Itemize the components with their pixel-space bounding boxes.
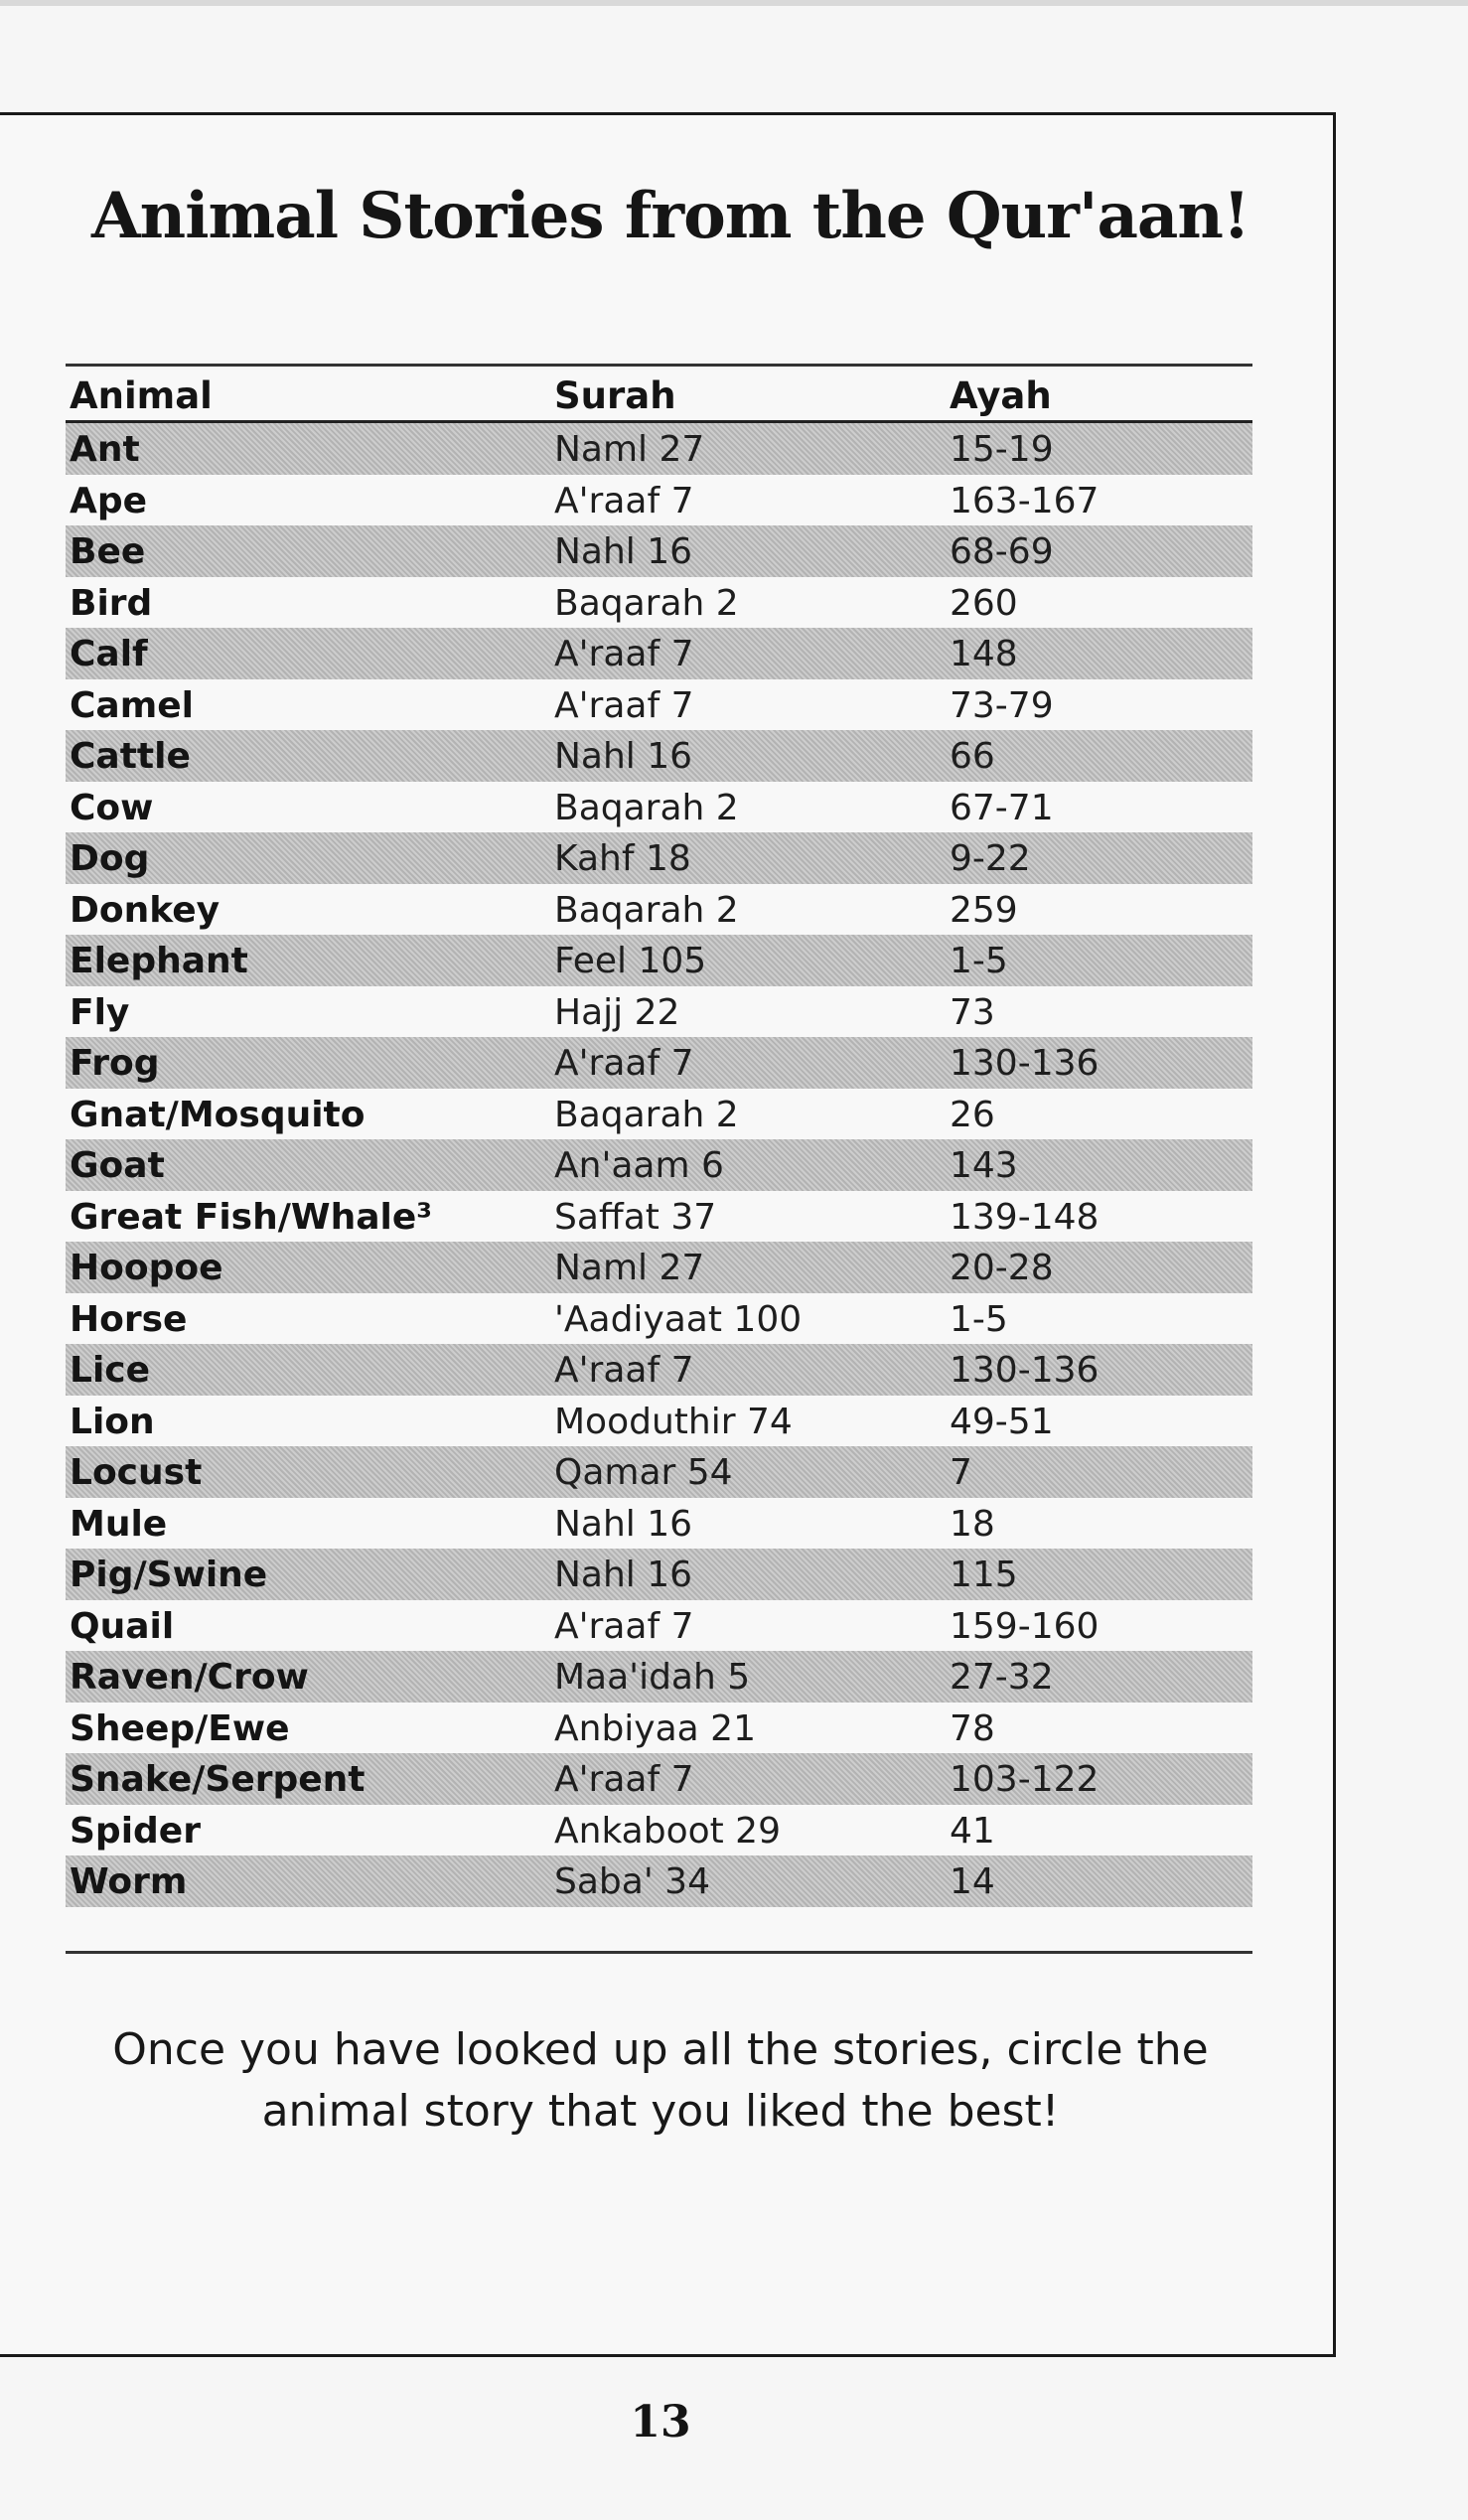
ayah-cell: 9-22 [950, 838, 1031, 879]
surah-cell: A'raaf 7 [554, 1759, 694, 1800]
surah-cell: Saba' 34 [554, 1861, 710, 1902]
surah-cell: An'aam 6 [554, 1145, 724, 1186]
table-row [66, 577, 1252, 629]
surah-cell: Nahl 16 [554, 1555, 693, 1595]
table-row [66, 986, 1252, 1038]
animal-cell: Quail [70, 1605, 175, 1647]
animal-cell: Sheep/Ewe [70, 1707, 290, 1749]
table-row [66, 1498, 1252, 1550]
instruction-text: Once you have looked up all the stories, circle the animal story that you liked the best! [112, 2024, 1209, 2137]
animal-cell: Cow [70, 787, 154, 828]
ayah-cell: 1-5 [950, 941, 1008, 981]
ayah-cell: 1-5 [950, 1298, 1008, 1340]
surah-cell: Maa'idah 5 [554, 1657, 751, 1698]
ayah-cell: 7 [950, 1452, 972, 1493]
table-row [66, 1139, 1252, 1191]
ayah-cell: 15-19 [950, 429, 1054, 470]
table-body [66, 423, 1252, 1907]
surah-cell: Baqarah 2 [554, 889, 739, 931]
ayah-cell: 41 [950, 1810, 995, 1852]
ayah-cell: 20-28 [950, 1248, 1054, 1288]
table-row [66, 884, 1252, 936]
animal-cell: Donkey [70, 889, 220, 931]
ayah-cell: 115 [950, 1555, 1018, 1595]
ayah-cell: 103-122 [950, 1759, 1100, 1800]
table-row [66, 628, 1252, 679]
table-bottom-rule [66, 1951, 1252, 1954]
animal-cell: Great Fish/Whale³ [70, 1196, 433, 1238]
surah-cell: A'raaf 7 [554, 1350, 694, 1391]
animal-cell: Bee [70, 531, 146, 572]
ayah-cell: 143 [950, 1145, 1018, 1186]
animal-cell: Locust [70, 1452, 203, 1493]
animal-cell: Dog [70, 838, 150, 879]
table-header [66, 367, 1252, 423]
animal-cell: Spider [70, 1810, 201, 1852]
surah-cell: A'raaf 7 [554, 684, 694, 726]
ayah-cell: 130-136 [950, 1043, 1100, 1084]
surah-cell: Naml 27 [554, 1248, 705, 1288]
surah-cell: Baqarah 2 [554, 787, 739, 828]
surah-cell: Baqarah 2 [554, 582, 739, 624]
table-row [66, 1651, 1252, 1703]
animal-cell: Cattle [70, 736, 191, 777]
animal-cell: Worm [70, 1861, 188, 1902]
animal-cell: Calf [70, 634, 148, 674]
animal-cell: Hoopoe [70, 1248, 223, 1288]
ayah-cell: 130-136 [950, 1350, 1100, 1391]
ayah-cell: 68-69 [950, 531, 1054, 572]
ayah-cell: 260 [950, 582, 1018, 624]
ayah-cell: 139-148 [950, 1196, 1100, 1238]
surah-cell: Mooduthir 74 [554, 1401, 793, 1442]
table-row [66, 1344, 1252, 1396]
animal-cell: Snake/Serpent [70, 1759, 366, 1800]
animal-cell: Fly [70, 991, 130, 1033]
surah-cell: A'raaf 7 [554, 634, 694, 674]
ayah-cell: 159-160 [950, 1605, 1100, 1647]
animal-cell: Raven/Crow [70, 1657, 309, 1698]
table-row [66, 1600, 1252, 1652]
page-title: Animal Stories from the Qur'aan! [91, 179, 1249, 253]
table-row [66, 1293, 1252, 1345]
table-row [66, 935, 1252, 986]
ayah-cell: 49-51 [950, 1401, 1054, 1442]
table-row [66, 1703, 1252, 1754]
table-row [66, 1089, 1252, 1140]
column-header-surah: Surah [554, 374, 676, 417]
animal-cell: Gnat/Mosquito [70, 1094, 366, 1135]
table-row [66, 1191, 1252, 1243]
surah-cell: Baqarah 2 [554, 1094, 739, 1135]
surah-cell: A'raaf 7 [554, 1043, 694, 1084]
ayah-cell: 259 [950, 889, 1018, 931]
page-number: 13 [630, 2397, 691, 2447]
table-row [66, 1446, 1252, 1498]
surah-cell: A'raaf 7 [554, 480, 694, 521]
ayah-cell: 26 [950, 1094, 995, 1135]
table-row [66, 423, 1252, 475]
animal-cell: Ant [70, 429, 140, 470]
animal-cell: Camel [70, 684, 194, 726]
surah-cell: Kahf 18 [554, 838, 691, 879]
surah-cell: Ankaboot 29 [554, 1810, 781, 1852]
surah-cell: Hajj 22 [554, 991, 680, 1033]
ayah-cell: 73-79 [950, 684, 1054, 726]
table-row [66, 1037, 1252, 1089]
table-row [66, 730, 1252, 782]
surah-cell: Nahl 16 [554, 531, 693, 572]
ayah-cell: 163-167 [950, 480, 1100, 521]
animal-cell: Pig/Swine [70, 1555, 268, 1595]
table-row [66, 1753, 1252, 1805]
animal-cell: Lice [70, 1350, 151, 1391]
page-edge [0, 0, 1468, 6]
surah-cell: Saffat 37 [554, 1196, 717, 1238]
ayah-cell: 67-71 [950, 787, 1054, 828]
animal-cell: Horse [70, 1298, 188, 1340]
animal-cell: Lion [70, 1401, 155, 1442]
table-row [66, 1242, 1252, 1293]
ayah-cell: 78 [950, 1707, 995, 1749]
animal-cell: Ape [70, 480, 148, 521]
ayah-cell: 27-32 [950, 1657, 1054, 1698]
ayah-cell: 73 [950, 991, 995, 1033]
table-row [66, 1396, 1252, 1447]
ayah-cell: 18 [950, 1503, 995, 1545]
animal-cell: Mule [70, 1503, 168, 1545]
table-row [66, 525, 1252, 577]
table-row [66, 1549, 1252, 1600]
animal-cell: Elephant [70, 941, 248, 981]
surah-cell: Qamar 54 [554, 1452, 733, 1493]
table-row [66, 679, 1252, 731]
ayah-cell: 66 [950, 736, 995, 777]
ayah-cell: 14 [950, 1861, 995, 1902]
surah-cell: Anbiyaa 21 [554, 1707, 756, 1749]
surah-cell: Nahl 16 [554, 1503, 693, 1545]
table-row [66, 832, 1252, 884]
surah-cell: Feel 105 [554, 941, 707, 981]
surah-cell: A'raaf 7 [554, 1605, 694, 1647]
animal-cell: Goat [70, 1145, 165, 1186]
ayah-cell: 148 [950, 634, 1018, 674]
surah-cell: Nahl 16 [554, 736, 693, 777]
surah-cell: 'Aadiyaat 100 [554, 1298, 803, 1340]
column-header-animal: Animal [70, 374, 213, 417]
animal-cell: Frog [70, 1043, 160, 1084]
animal-cell: Bird [70, 582, 153, 624]
surah-cell: Naml 27 [554, 429, 705, 470]
table-row [66, 1855, 1252, 1907]
table-row [66, 475, 1252, 526]
animal-table [66, 364, 1252, 1907]
table-row [66, 1805, 1252, 1856]
table-row [66, 782, 1252, 833]
column-header-ayah: Ayah [950, 374, 1052, 417]
